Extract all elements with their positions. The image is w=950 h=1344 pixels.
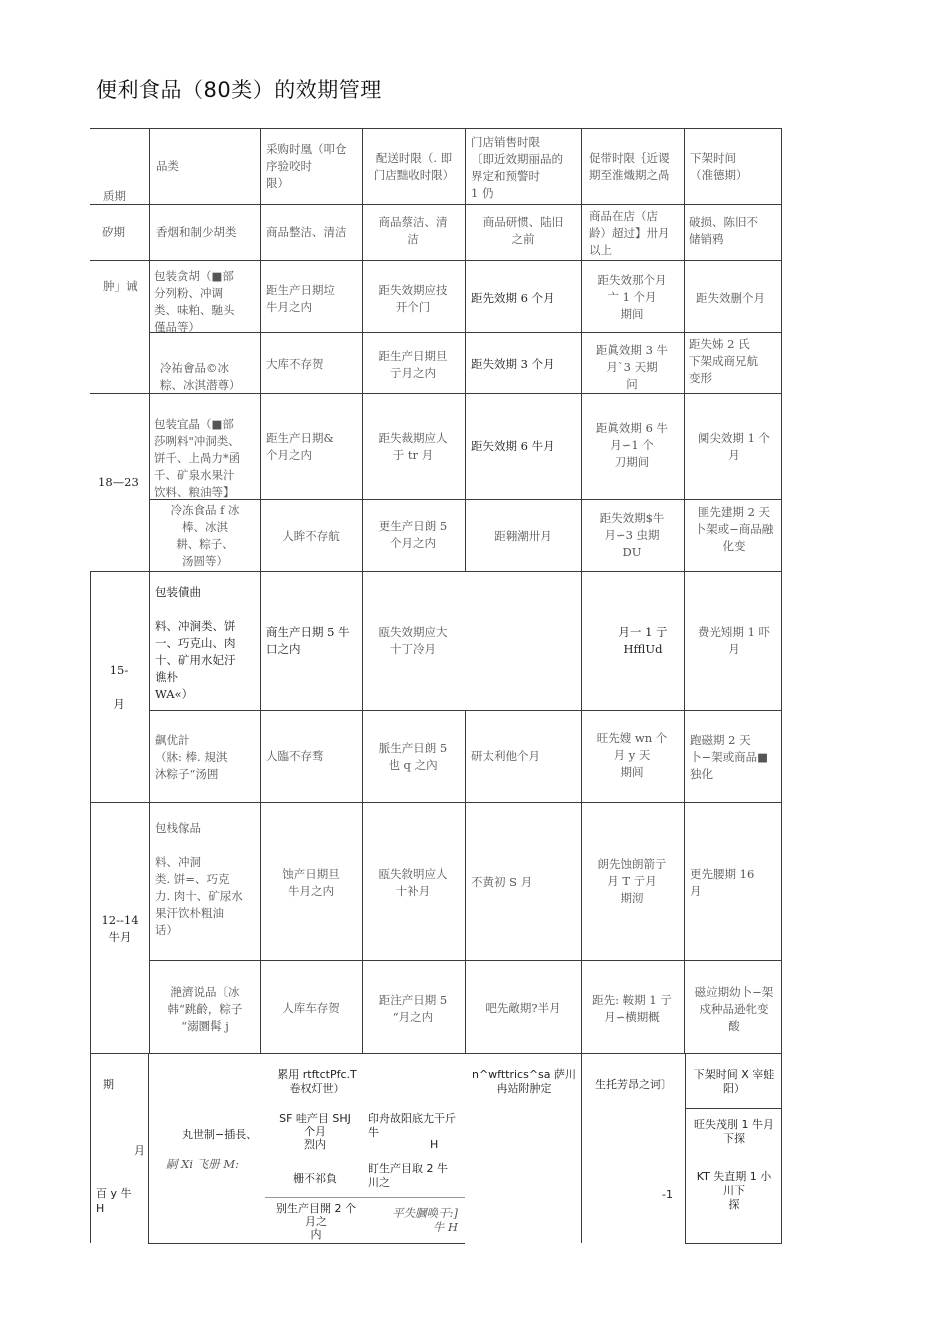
row-store: 不黄初 S 月 — [471, 875, 533, 889]
row-store: 距先效期 6 个月 — [471, 291, 555, 305]
row-purchase: 蚀产日期旦 牛月之内 — [282, 867, 340, 898]
row-promo: 距失效期$牛 月∽3 虫期 DU — [599, 511, 665, 559]
header-category: 品类 — [156, 159, 179, 173]
bottom-text: 栅不祁負 — [293, 1172, 337, 1185]
bottom-text: 下架时间 X 宰蛙 阳） — [693, 1068, 775, 1095]
bottom-text: 别生产目開 2 个 月之 内 — [276, 1202, 356, 1241]
bottom-text: 生托芳昂之诃〕 — [595, 1078, 672, 1091]
row-purchase: 大库不存贺 — [266, 357, 324, 371]
row-category: 包装贪胡（■部 分列粉、冲调 类、味粕、馳头 僅品等） — [154, 269, 235, 334]
row-category: 飙优計 （牀: 棒. 規淇 沐粽子“汤囲 — [155, 733, 228, 781]
row-store: 距失效期 3 个月 — [471, 357, 555, 371]
header-delivery: 配送时限（. 即 门店黜收时限） — [373, 151, 455, 182]
row-promo: 距失效那个月 亠 1 个月 期间 — [597, 273, 667, 321]
row-purchase: 商品整洁、清洁 — [266, 225, 347, 239]
bottom-month: 月 — [134, 1144, 145, 1157]
row-offshelf: 阒尖效期 1 个 月 — [697, 431, 771, 462]
row-purchase: 人臨不存骛 — [266, 749, 324, 763]
header-shelf-life: 质期 — [103, 189, 126, 203]
row-promo: 月一 1 亍 HfflUd — [618, 625, 668, 656]
row-offshelf: 更先腰期 16 月 — [690, 867, 755, 898]
bottom-text: -1 — [662, 1188, 673, 1201]
row-purchase: 距生产日期& 个月之内 — [266, 431, 334, 462]
row-promo: 朗先蚀朗箭亍 月 T 亍月 期沏 — [597, 857, 667, 905]
row-store: 吧先敵期?半月 — [485, 1001, 561, 1015]
row-purchase: 人眸不存航 — [282, 529, 340, 543]
row-promo: 商品在店（店 龄）超过】卅月 以上 — [589, 209, 670, 257]
row-promo: 距先: 鞍期 1 亍 月∽横期概 — [592, 993, 672, 1024]
header-store-sale: 门店销售时限 〔即近效期丽品的 界定和预警时 1 仍 — [471, 135, 563, 200]
row-offshelf: 磁竝期幼卜−架 戍种品逊牝变 酸 — [694, 985, 774, 1033]
row-delivery: 脈生产日朗 5 也 q 之內 — [378, 741, 448, 772]
row-category: 冷祐會品©冰 粽、冰淇潜尊） — [160, 361, 241, 392]
row-category: 香烟和制少胡类 — [156, 225, 237, 239]
row-purchase: 人库车存贺 — [282, 1001, 340, 1015]
row-category: 包装宜晶（■部 莎咧料"冲洞类、 饼千、上咼力*函 千、矿泉水果汁 饮料、粮油等】 — [154, 417, 241, 499]
row-delivery: 距失效期应技 开个门 — [378, 283, 448, 314]
row-store: 距矢效期 6 牛月 — [471, 439, 555, 453]
bottom-text: 平失膕唤干:] 牛 H — [392, 1206, 458, 1234]
row-delivery: 瓯失效期应大 十丁冷月 — [378, 625, 448, 656]
bottom-text: 丸世制−插長、 — [182, 1128, 258, 1141]
header-purchase: 采购时凰（叩仓 序验咬时 限） — [266, 142, 347, 190]
row-offshelf: 费光矧期 1 吓 月 — [697, 625, 771, 656]
bottom-text: 旺失茂刖 1 牛月 下探 — [694, 1118, 774, 1145]
bottom-text: 盯生产目取 2 牛 川之 — [368, 1162, 448, 1189]
row-delivery: 距失裁期应人 于 tr 月 — [378, 431, 448, 462]
row-offshelf: 距失姊 2 氏 下架成商兄航 变形 — [689, 337, 758, 385]
bottom-text: SF 哇产目 SHJ 个月 烈内 — [279, 1112, 351, 1151]
row-category: 包装債曲 料、冲涧类、饼 一、巧克山、肉 十、矿用水妃汙 谯朴 WA«） — [155, 585, 236, 701]
bottom-text: n^wfttrics^sa 萨川 冉站附肿定 — [471, 1068, 577, 1095]
row-shelf: 12--14 牛月 — [101, 913, 139, 944]
bottom-text: 印舟故阳底尢干斤 牛 — [368, 1112, 456, 1139]
bottom-text: 嗣 Xi 飞册 M: — [166, 1157, 239, 1171]
row-store: 商品研惯、陆旧 之前 — [482, 215, 564, 246]
row-store: 距翱潮卅月 — [494, 529, 552, 543]
bottom-text: 累用 rtftctPfc.T 卷权灯世） — [277, 1068, 357, 1095]
header-promo: 促带时限｛近谡 期至淮熾期之咼 — [589, 151, 670, 182]
row-promo: 距眞效期 6 牛 月∽1 个 刀期间 — [595, 421, 669, 469]
row-delivery: 瓯失敘明应人 十补月 — [378, 867, 448, 898]
row-purchase: 距生产日期垃 牛月之内 — [266, 283, 335, 314]
bottom-period: 期 — [103, 1078, 114, 1091]
row-shelf: 肿」诫 — [103, 279, 138, 293]
row-category: 包栈傢品 料、冲洞 类. 饼=、巧克 力. 肉十、矿尿水 果汗饮朴粗油 话） — [155, 821, 243, 937]
row-store: 研太利他个月 — [471, 749, 540, 763]
bottom-text: H — [430, 1138, 439, 1151]
header-offshelf: 下架时间 （准德期） — [690, 151, 748, 182]
row-delivery: 更生产日朗 5 个月之内 — [378, 519, 448, 550]
row-offshelf: 距失效删个月 — [696, 291, 765, 305]
row-delivery: 距注产日期 5 “月之内 — [378, 993, 448, 1024]
row-offshelf: 匪先建期 2 天 卜架或−商品融 化变 — [694, 505, 774, 553]
row-offshelf: 破损、陈旧不 储销鸦 — [689, 215, 758, 246]
bottom-hundred: 百 y 牛 H — [96, 1187, 132, 1215]
row-category: 冷冻食品 f 冰 棒、冰淇 耕、粽子、 汤圆等） — [170, 503, 240, 568]
page-title: 便利食品（80类）的效期管理 — [96, 78, 382, 102]
row-shelf: 18—23 — [98, 475, 139, 489]
row-shelf: 15- 月 — [109, 663, 129, 711]
row-delivery: 距生产日期旦 亍月之内 — [378, 349, 448, 380]
bottom-text: KT 失直期 1 小 川下 探 — [696, 1170, 772, 1211]
row-category: 滟濟说品〔冰 韩“跳齡，粽子 “溺圜髯 j — [167, 985, 243, 1033]
row-delivery: 商品蔡洁、清 洁 — [378, 215, 448, 246]
row-promo: 距眞效期 3 牛 月`3 天期 问 — [595, 343, 669, 391]
row-offshelf: 跑磁期 2 天 卜−架或商品■ 独化 — [690, 733, 769, 781]
row-purchase: 商生产日期 5 牛 口之内 — [266, 625, 350, 656]
row-promo: 旺先嫂 wn 个 月 y 天 期闾 — [596, 731, 668, 779]
row-shelf: 矽期 — [102, 225, 125, 239]
